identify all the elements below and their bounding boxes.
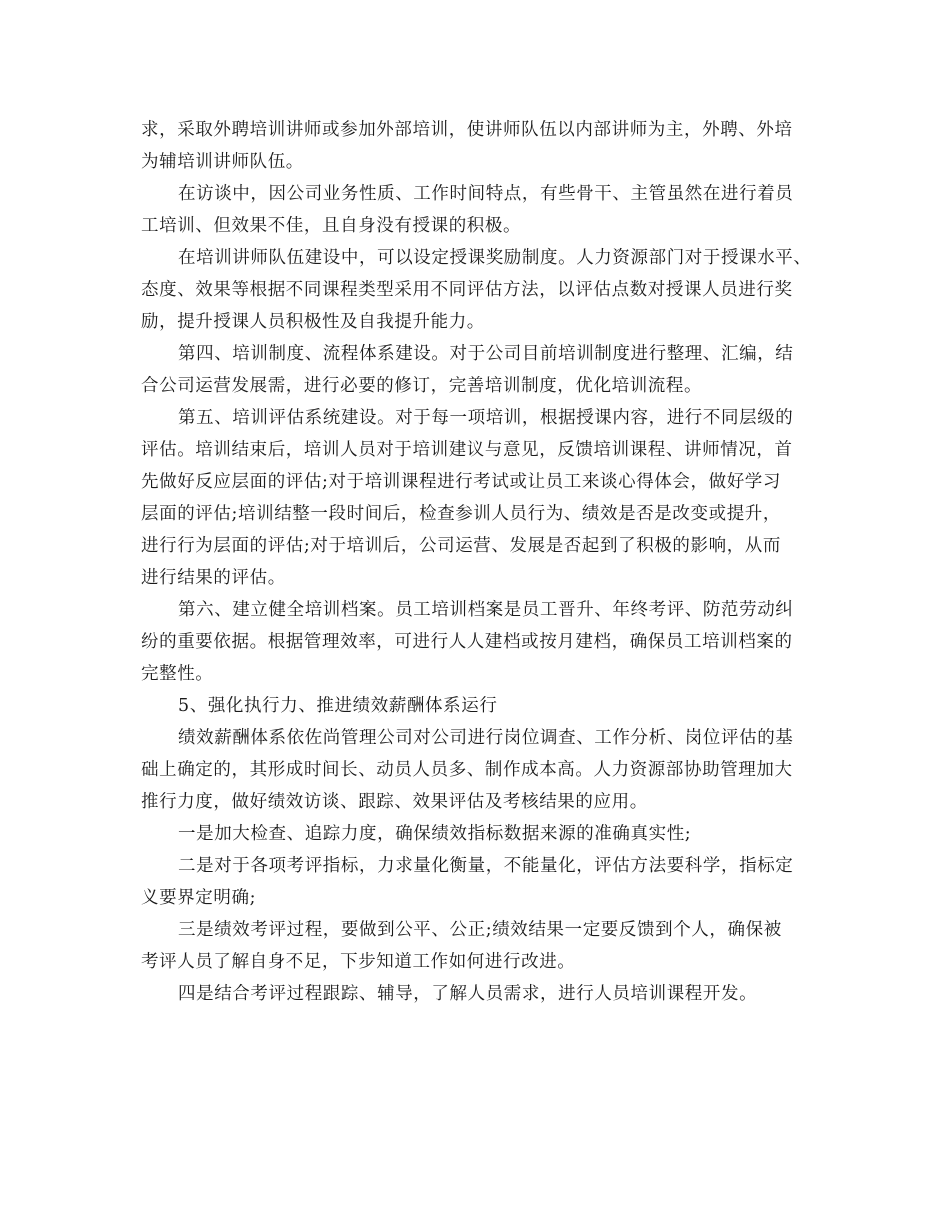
text-line: 二是对于各项考评指标，力求量化衡量，不能量化，评估方法要科学，指标定 <box>178 856 794 876</box>
text-line: 义要界定明确; <box>141 888 257 908</box>
text-line: 四是结合考评过程跟踪、辅导，了解人员需求，进行人员培训课程开发。 <box>178 984 758 1004</box>
text-line: 纷的重要依据。根据管理效率，可进行人人建档或按月建档，确保员工培训档案的 <box>141 632 793 652</box>
text-line: 第四、培训制度、流程体系建设。对于公司目前培训制度进行整理、汇编，结 <box>178 344 794 364</box>
text-line: 励，提升授课人员积极性及自我提升能力。 <box>141 312 485 332</box>
text-line: 评估。培训结束后，培训人员对于培训建议与意见，反馈培训课程、讲师情况，首 <box>141 440 793 460</box>
text-line: 合公司运营发展需，进行必要的修订，完善培训制度，优化培训流程。 <box>141 376 703 396</box>
text-line: 层面的评估;培训结整一段时间后，检查参训人员行为、绩效是否是改变或提升， <box>141 504 781 524</box>
text-line: 在访谈中，因公司业务性质、工作时间特点，有些骨干、主管虽然在进行着员 <box>178 184 794 204</box>
text-line: 一是加大检查、追踪力度，确保绩效指标数据来源的准确真实性; <box>178 824 692 844</box>
text-line: 进行行为层面的评估;对于培训后，公司运营、发展是否起到了积极的影响，从而 <box>141 536 781 556</box>
text-line: 推行力度，做好绩效访谈、跟踪、效果评估及考核结果的应用。 <box>141 792 648 812</box>
text-line: 求，采取外聘培训讲师或参加外部培训，使讲师队伍以内部讲师为主，外聘、外培 <box>141 120 793 140</box>
text-line: 第六、建立健全培训档案。员工培训档案是员工晋升、年终考评、防范劳动纠 <box>178 600 794 620</box>
text-line: 考评人员了解自身不足，下步知道工作如何进行改进。 <box>141 952 576 972</box>
text-line: 工培训、但效果不佳，且自身没有授课的积极。 <box>141 216 522 236</box>
text-line: 为辅培训讲师队伍。 <box>141 152 304 172</box>
text-line: 进行结果的评估。 <box>141 568 286 588</box>
text-line: 绩效薪酬体系依佐尚管理公司对公司进行岗位调查、工作分析、岗位评估的基 <box>178 728 794 748</box>
text-line: 完整性。 <box>141 664 214 684</box>
document-body <box>141 114 821 1010</box>
text-line: 在培训讲师队伍建设中，可以设定授课奖励制度。人力资源部门对于授课水平、 <box>178 248 812 268</box>
text-line: 态度、效果等根据不同课程类型采用不同评估方法，以评估点数对授课人员进行奖 <box>141 280 793 300</box>
text-line: 第五、培训评估系统建设。对于每一项培训，根据授课内容，进行不同层级的 <box>178 408 794 428</box>
text-line: 先做好反应层面的评估;对于培训课程进行考试或让员工来谈心得体会，做好学习 <box>141 472 781 492</box>
text-line: 三是绩效考评过程，要做到公平、公正;绩效结果一定要反馈到个人，确保被 <box>178 920 782 940</box>
text-line: 础上确定的，其形成时间长、动员人员多、制作成本高。人力资源部协助管理加大 <box>141 760 793 780</box>
section-heading: 5、强化执行力、推进绩效薪酬体系运行 <box>178 696 498 716</box>
